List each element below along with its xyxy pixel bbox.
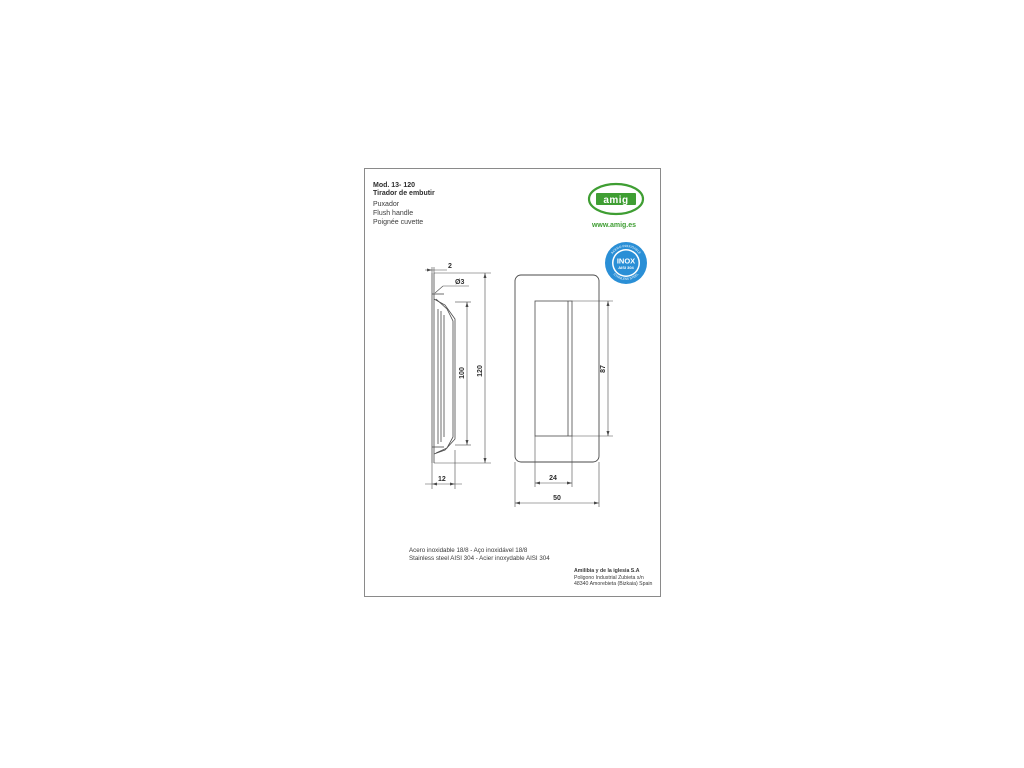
front-arrows: [515, 301, 610, 505]
logo-text: amig: [603, 195, 629, 206]
product-title-pt: Puxador: [373, 201, 400, 208]
product-title-es: Tirador de embutir: [373, 190, 435, 197]
material-block: [409, 547, 550, 563]
dim-grip-width: 24: [549, 475, 557, 482]
material-line-1: Acero inoxidable 18/8 - Aço inoxidável 18/8: [409, 547, 528, 554]
dim-depth: 12: [438, 476, 446, 483]
badge-sub: AISI 304: [618, 265, 634, 270]
material-line-2: Stainless steel AISI 304 - Acier inoxydable AISI 304: [409, 555, 550, 562]
dim-thickness: 2: [448, 263, 452, 270]
dim-outer-height: 120: [477, 365, 484, 377]
product-title-fr: Poignée cuvette: [373, 219, 424, 226]
front-view: [515, 275, 599, 462]
dim-hole: Ø3: [455, 279, 465, 286]
badge-ring-bottom: STAINLESS STEEL: [612, 272, 640, 282]
website-link[interactable]: www.amig.es: [591, 222, 637, 229]
company-address-1: Poligono Industrial Zubieta s/n: [574, 574, 644, 581]
company-address-2: 48340 Amorebieta (Bizkaia) Spain: [574, 581, 653, 587]
dim-grip-height: 87: [600, 365, 607, 373]
badge-main: INOX: [616, 256, 636, 266]
side-dimensions: [425, 267, 491, 489]
dim-outer-width: 50: [553, 495, 561, 502]
company-name: Amilibia y de la iglesia S.A: [574, 568, 640, 574]
spec-sheet: [364, 168, 661, 597]
product-title-en: Flush handle: [373, 210, 414, 217]
badge-ring-top: ACERO INOXIDABLE: [610, 243, 642, 255]
company-block: [574, 568, 652, 588]
front-dimensions: [515, 301, 613, 507]
model-number: Mod. 13- 120: [373, 182, 416, 189]
dim-inner-height: 100: [459, 367, 466, 379]
side-view: [432, 273, 455, 463]
technical-drawing: [365, 169, 662, 598]
